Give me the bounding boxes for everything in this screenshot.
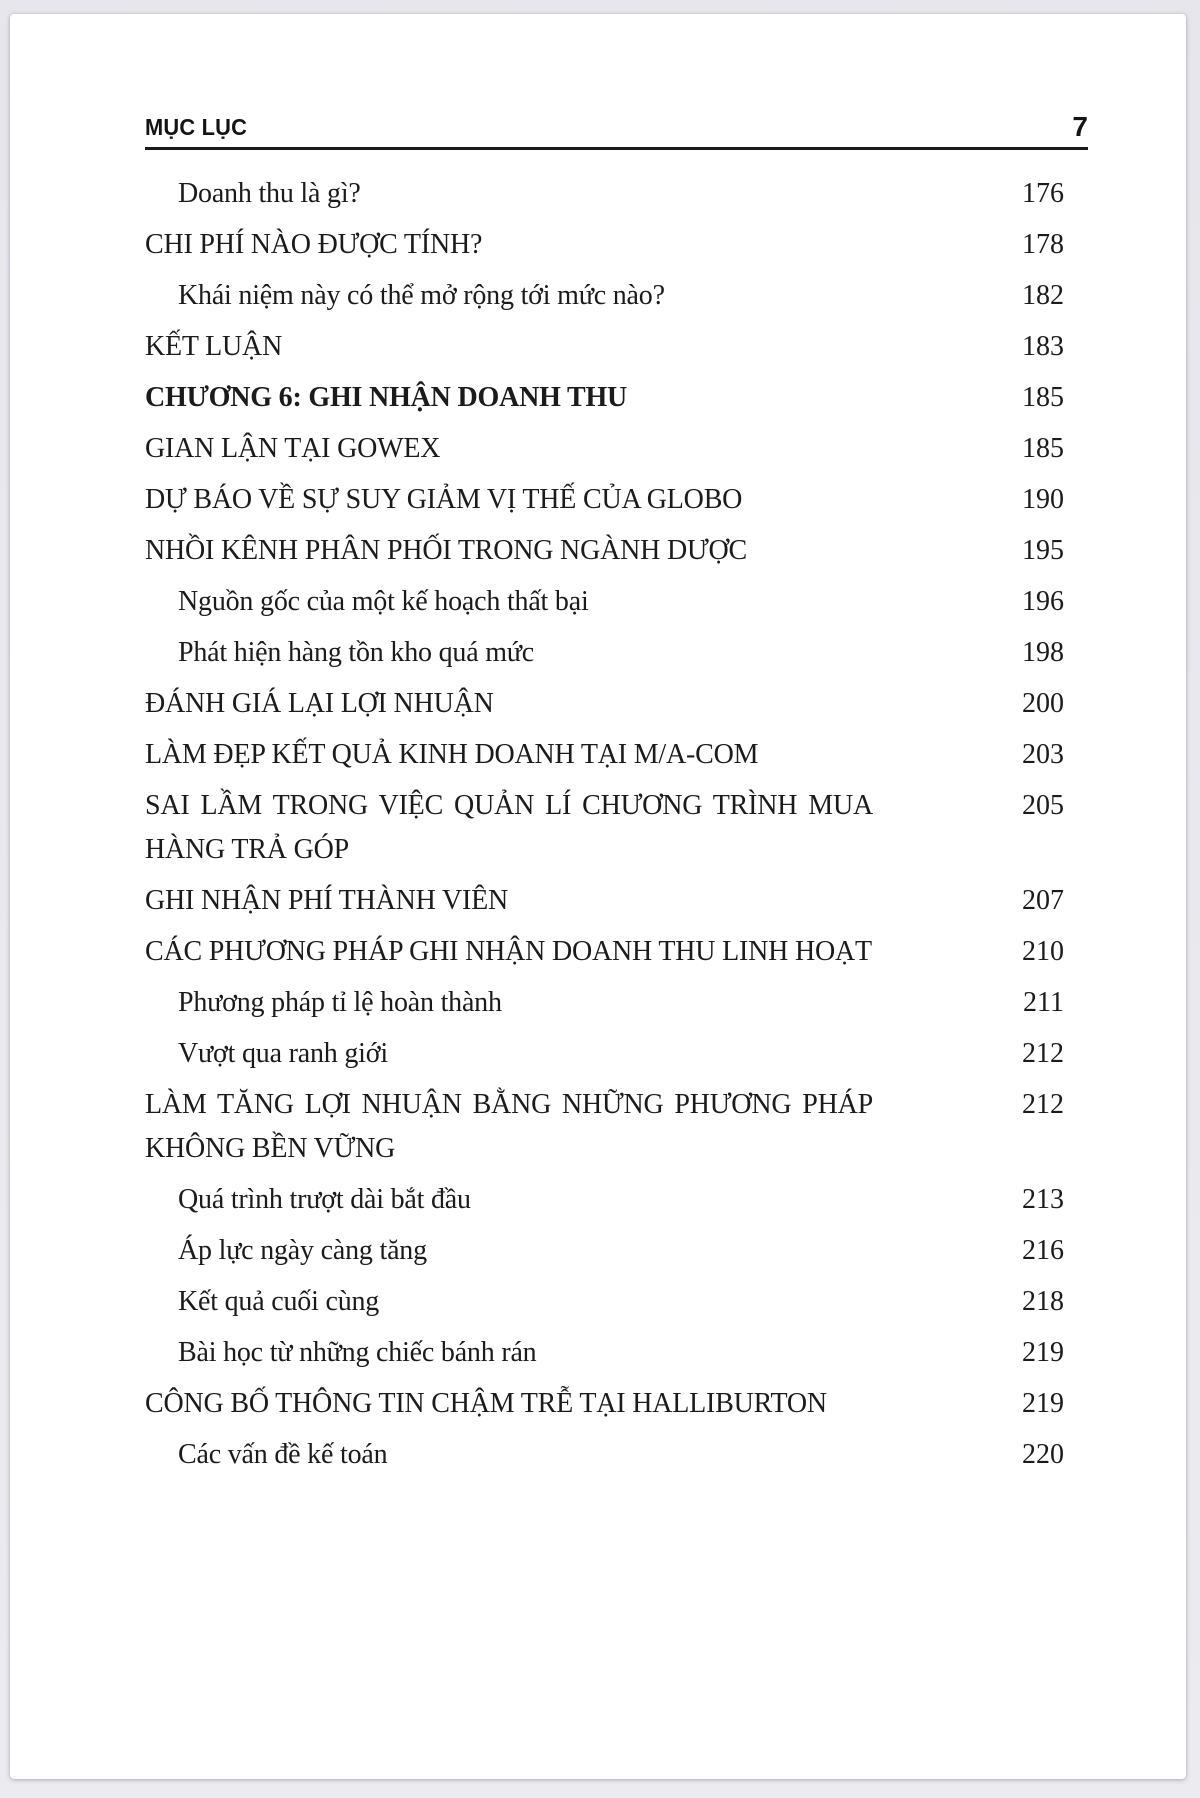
toc-entry-label: Khái niệm này có thể mở rộng tới mức nào? (178, 280, 665, 311)
toc-entry-label: NHỒI KÊNH PHÂN PHỐI TRONG NGÀNH DƯỢC (145, 535, 748, 566)
toc-entry-label: Doanh thu là gì? (178, 178, 361, 209)
toc-entry-page-number: 218 (1022, 1286, 1064, 1317)
toc-entry-page-number: 185 (1022, 433, 1064, 464)
toc-entry-label: Kết quả cuối cùng (178, 1286, 380, 1317)
toc-entry-label: LÀM ĐẸP KẾT QUẢ KINH DOANH TẠI M/A-COM (145, 739, 759, 770)
toc-entry-label: GIAN LẬN TẠI GOWEX (145, 433, 441, 464)
toc-row (145, 274, 1078, 318)
toc-entry-page-number: 207 (1022, 885, 1064, 916)
toc-row (145, 981, 1078, 1025)
page-number: 7 (1072, 111, 1088, 142)
table-of-contents (145, 172, 1078, 1484)
toc-entry-page-number: 213 (1022, 1184, 1064, 1215)
toc-entry-label: CHƯƠNG 6: GHI NHẬN DOANH THU (145, 382, 628, 413)
toc-entry-page-number: 200 (1022, 688, 1064, 719)
toc-row (145, 223, 1078, 267)
toc-row (145, 1331, 1078, 1375)
toc-entry-label: KẾT LUẬN (145, 331, 283, 362)
toc-row (145, 427, 1078, 471)
toc-row (145, 1083, 1078, 1171)
toc-entry-page-number: 183 (1022, 331, 1064, 362)
toc-entry-page-number: 195 (1022, 535, 1064, 566)
toc-entry-page-number: 216 (1022, 1235, 1064, 1266)
toc-row (145, 1178, 1078, 1222)
toc-entry-page-number: 182 (1022, 280, 1064, 311)
toc-entry-label: Phát hiện hàng tồn kho quá mức (178, 637, 535, 668)
toc-entry-page-number: 185 (1022, 382, 1064, 413)
toc-row (145, 172, 1078, 216)
toc-entry-page-number: 205 (1022, 790, 1064, 821)
toc-entry-page-number: 198 (1022, 637, 1064, 668)
toc-entry-page-number: 203 (1022, 739, 1064, 770)
toc-entry-label: LÀM TĂNG LỢI NHUẬN BẰNG NHỮNG PHƯƠNG PHÁP KHÔNG BỀN VỮNG (145, 1089, 873, 1164)
page-header-title: MỤC LỤC (145, 114, 248, 140)
toc-entry-page-number: 210 (1022, 936, 1064, 967)
toc-entry-label: Phương pháp tỉ lệ hoàn thành (178, 987, 502, 1018)
toc-row (145, 682, 1078, 726)
toc-entry-label: Áp lực ngày càng tăng (178, 1235, 427, 1266)
toc-entry-label: Nguồn gốc của một kế hoạch thất bại (178, 586, 589, 617)
toc-row (145, 478, 1078, 522)
toc-entry-label: CÁC PHƯƠNG PHÁP GHI NHẬN DOANH THU LINH HOẠT (145, 936, 872, 967)
toc-entry-label: CHI PHÍ NÀO ĐƯỢC TÍNH? (145, 229, 483, 260)
toc-row (145, 879, 1078, 923)
book-page (10, 14, 1186, 1779)
toc-entry-page-number: 178 (1022, 229, 1064, 260)
toc-row (145, 1433, 1078, 1477)
toc-entry-page-number: 211 (1023, 987, 1064, 1018)
toc-entry-page-number: 190 (1022, 484, 1064, 515)
toc-entry-page-number: 176 (1022, 178, 1064, 209)
toc-entry-label: CÔNG BỐ THÔNG TIN CHẬM TRỄ TẠI HALLIBURTON (145, 1388, 827, 1419)
toc-row (145, 784, 1078, 872)
toc-entry-label: Các vấn đề kế toán (178, 1439, 388, 1470)
toc-entry-label: SAI LẦM TRONG VIỆC QUẢN LÍ CHƯƠNG TRÌNH MUA HÀNG TRẢ GÓP (145, 790, 873, 865)
toc-entry-page-number: 196 (1022, 586, 1064, 617)
toc-entry-page-number: 219 (1022, 1337, 1064, 1368)
toc-row (145, 930, 1078, 974)
toc-entry-page-number: 219 (1022, 1388, 1064, 1419)
toc-row (145, 580, 1078, 624)
toc-row (145, 1032, 1078, 1076)
toc-row (145, 376, 1078, 420)
toc-row (145, 325, 1078, 369)
toc-row (145, 1280, 1078, 1324)
toc-entry-page-number: 212 (1022, 1038, 1064, 1069)
toc-entry-label: Bài học từ những chiếc bánh rán (178, 1337, 537, 1368)
toc-entry-label: Quá trình trượt dài bắt đầu (178, 1184, 471, 1215)
toc-entry-page-number: 220 (1022, 1439, 1064, 1470)
toc-row (145, 631, 1078, 675)
toc-row (145, 1382, 1078, 1426)
toc-entry-label: ĐÁNH GIÁ LẠI LỢI NHUẬN (145, 688, 494, 719)
page-header (145, 94, 1088, 150)
toc-entry-label: GHI NHẬN PHÍ THÀNH VIÊN (145, 885, 509, 916)
toc-entry-label: Vượt qua ranh giới (178, 1038, 388, 1069)
toc-row (145, 529, 1078, 573)
toc-row (145, 733, 1078, 777)
toc-entry-page-number: 212 (1022, 1089, 1064, 1120)
toc-entry-label: DỰ BÁO VỀ SỰ SUY GIẢM VỊ THẾ CỦA GLOBO (145, 484, 743, 515)
toc-row (145, 1229, 1078, 1273)
